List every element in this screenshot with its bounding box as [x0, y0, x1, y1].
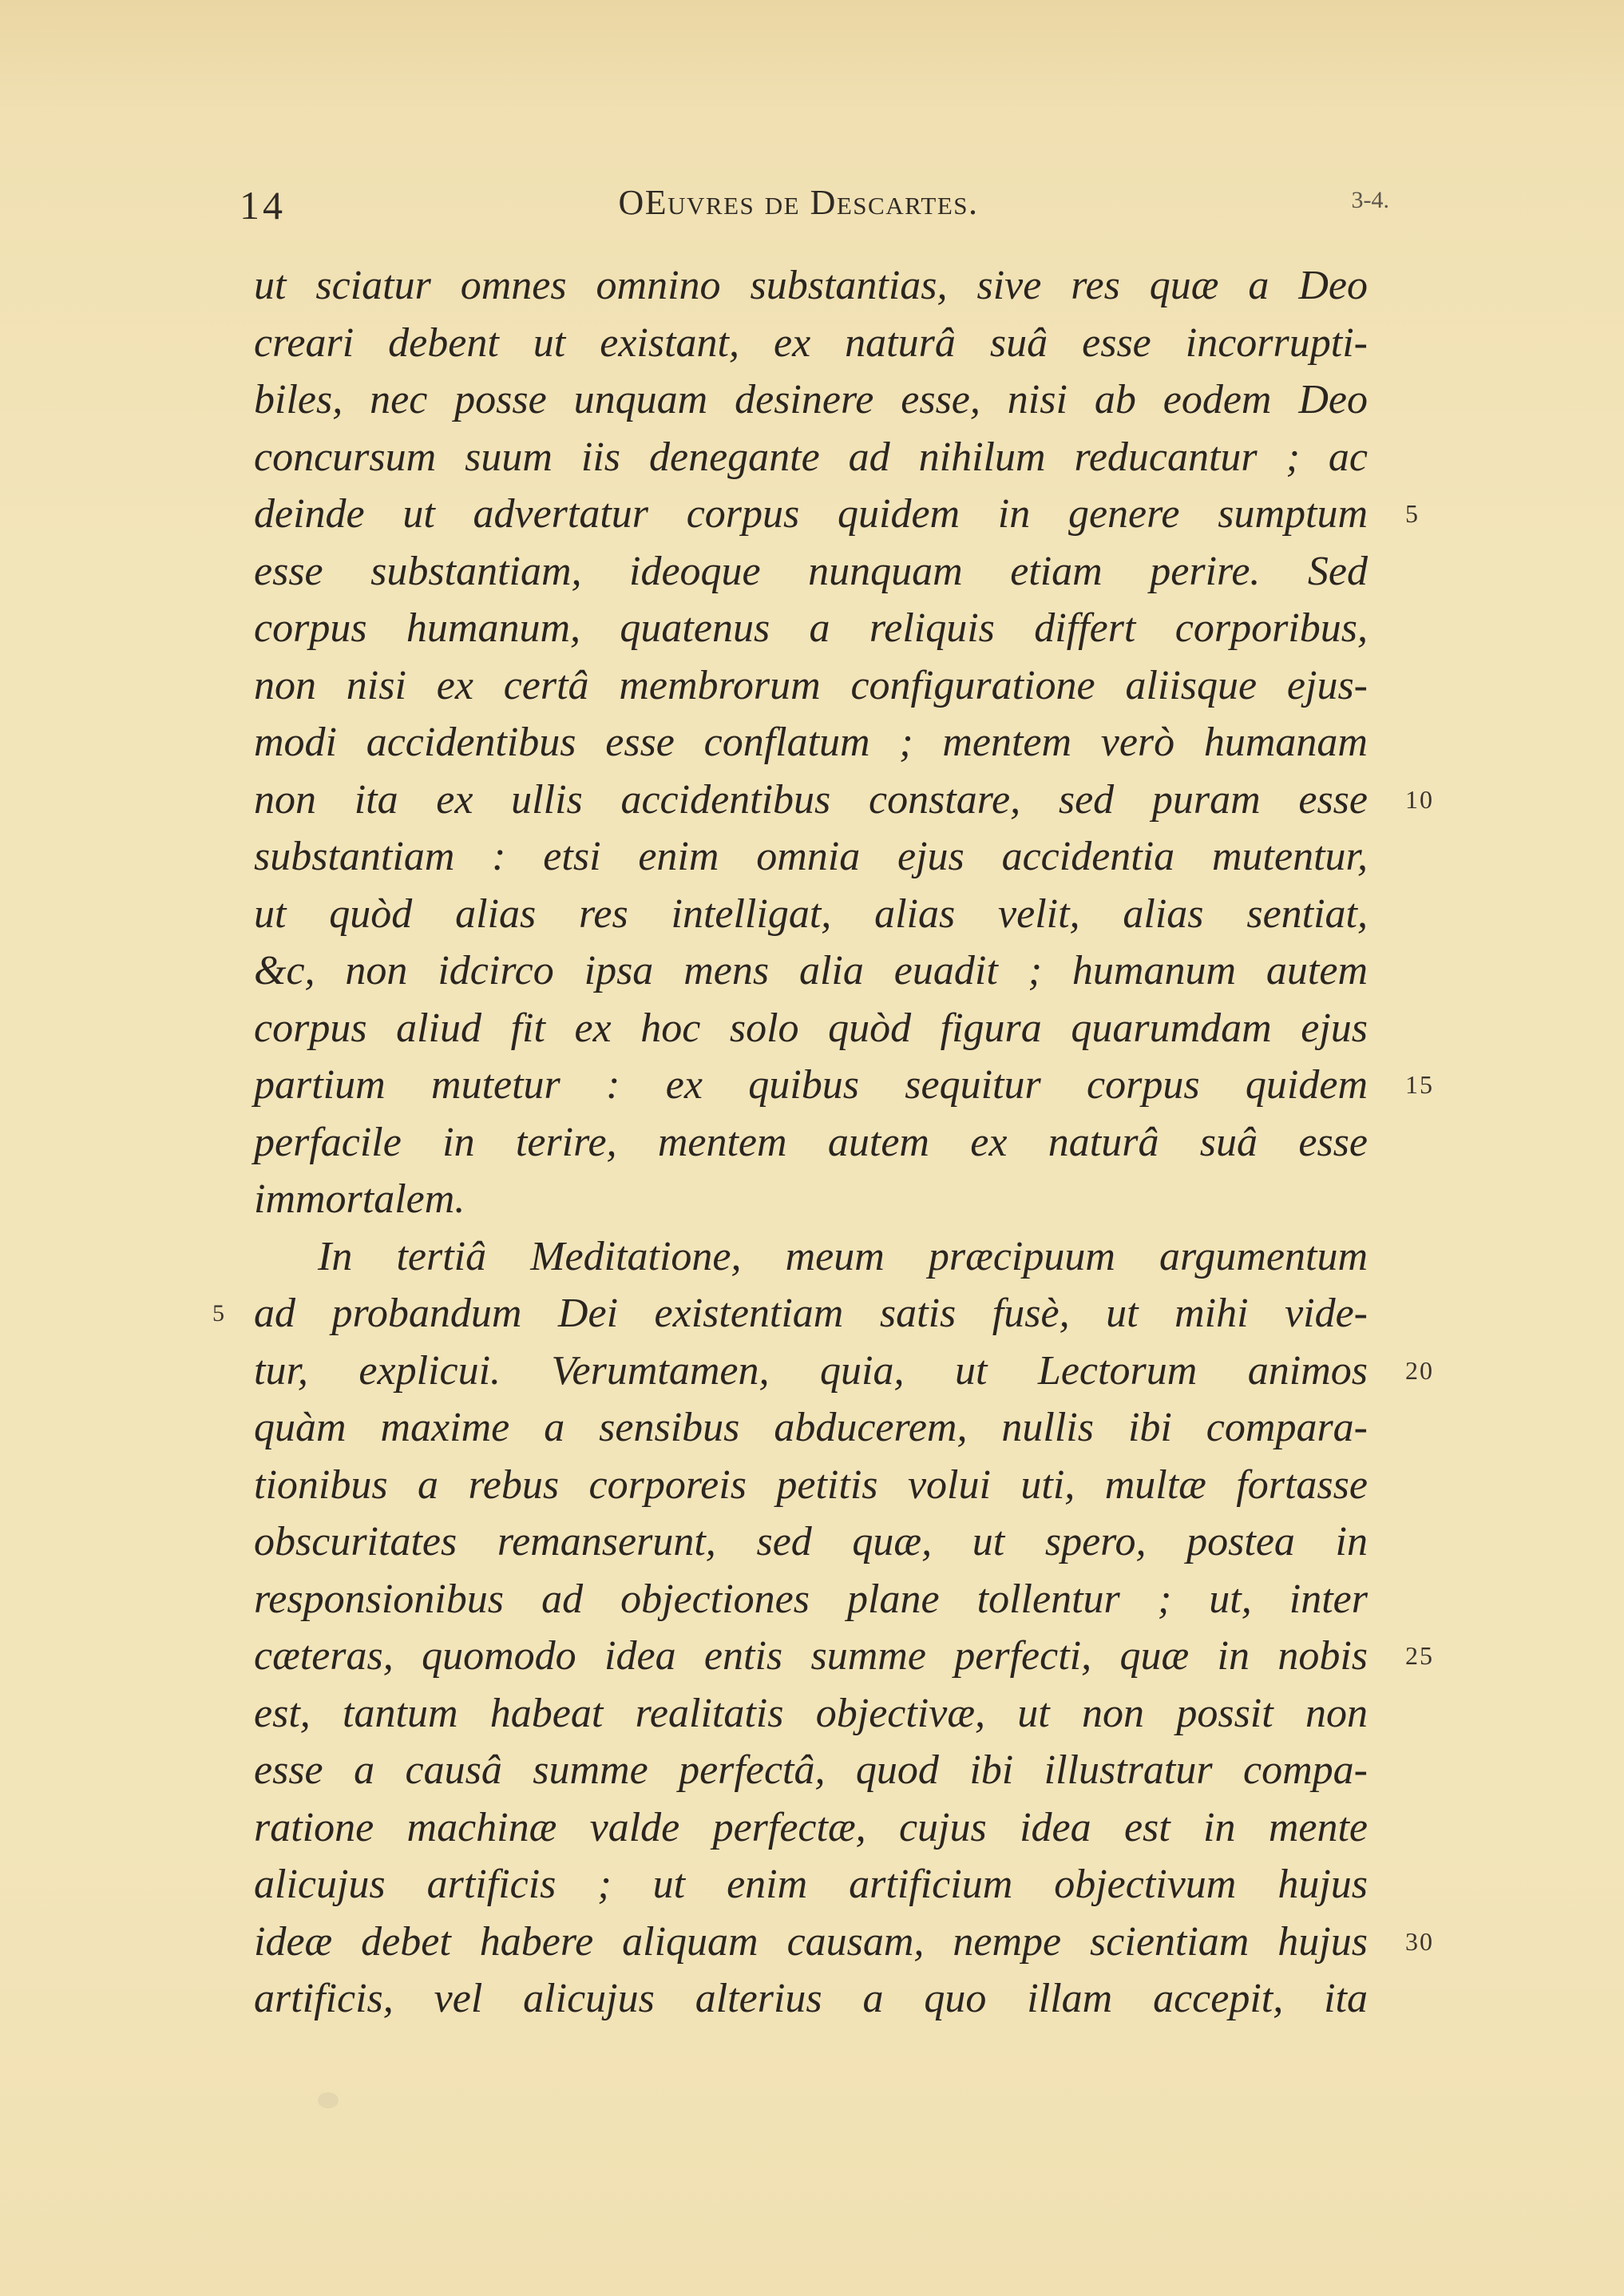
text-line-content: non ita ex ullis accidentibus constare, sed puram esse: [254, 776, 1368, 823]
text-line: [254, 828, 1368, 886]
text-line: [254, 942, 1368, 1000]
text-line: [254, 1970, 1368, 2028]
text-line-content: cæteras, quomodo idea entis summe perfecti, quæ in nobis: [254, 1633, 1368, 1679]
text-line-content: &c, non idcirco ipsa mens alia euadit ; humanum autem: [254, 948, 1368, 993]
text-line-content: modi accidentibus esse conflatum ; mentem verò humanam: [254, 720, 1368, 765]
text-line: [254, 1457, 1368, 1514]
text-line: [254, 486, 1420, 543]
line-number-right: 30: [1405, 1926, 1434, 1956]
text-line: [254, 257, 1368, 315]
text-line-content: esse a causâ summe perfectâ, quod ibi illustratur compa-: [254, 1747, 1368, 1793]
text-line: [254, 1628, 1434, 1685]
line-number-right: 25: [1405, 1641, 1434, 1670]
text-line-content: ad probandum Dei existentiam satis fusè, ut mihi vide-: [254, 1291, 1368, 1336]
page-number: 14: [240, 183, 286, 228]
text-line: [254, 1856, 1368, 1913]
text-line: [254, 1000, 1368, 1057]
text-line: [254, 886, 1368, 943]
text-line: [254, 1513, 1368, 1571]
running-title: OEuvres de Descartes.: [618, 183, 979, 222]
text-line-content: partium mutetur : ex quibus sequitur corpus quidem: [254, 1062, 1368, 1108]
text-line-content: tur, explicui. Verumtamen, quia, ut Lectorum animos: [254, 1347, 1368, 1394]
text-line-content: In tertiâ Meditatione, meum præcipuum argumentum: [318, 1233, 1368, 1279]
paper-smudge: [318, 2092, 339, 2108]
text-line: [254, 1742, 1368, 1799]
text-line: [212, 1285, 1368, 1342]
text-line-content: ut quòd alias res intelligat, alias velit, alias sentiat,: [254, 890, 1368, 937]
text-line: [254, 1228, 1368, 1286]
text-line-content: quàm maxime a sensibus abducerem, nullis ibi compara-: [254, 1405, 1368, 1450]
line-number-right: 10: [1405, 784, 1434, 814]
text-line: [254, 1571, 1368, 1628]
text-line-content: obscuritates remanserunt, sed quæ, ut spero, postea in: [254, 1519, 1368, 1564]
text-line-content: ideæ debet habere aliquam causam, nempe scientiam hujus: [254, 1918, 1368, 1965]
text-line-content: concursum suum iis denegante ad nihilum reducantur ; ac: [254, 434, 1368, 480]
body-text: [212, 257, 1434, 2028]
text-line-content: biles, nec posse unquam desinere esse, nisi ab eodem Deo: [254, 377, 1368, 422]
running-reference: 3-4.: [1351, 187, 1389, 213]
text-line: [254, 1114, 1368, 1172]
line-number-right: 15: [1405, 1070, 1434, 1099]
text-line: [254, 371, 1368, 429]
text-line-content: ratione machinæ valde perfectæ, cujus idea est in mente: [254, 1804, 1368, 1850]
text-line-content: deinde ut advertatur corpus quidem in genere sumptum: [254, 491, 1368, 537]
text-line: [254, 771, 1434, 829]
page-header: [240, 182, 1389, 238]
text-line-content: alicujus artificis ; ut enim artificium objectivum hujus: [254, 1862, 1368, 1907]
text-line-content: artificis, vel alicujus alterius a quo illam accepit, ita: [254, 1976, 1368, 2021]
text-line: [254, 315, 1368, 372]
text-line-content: est, tantum habeat realitatis objectivæ, ut non possit non: [254, 1690, 1368, 1736]
text-line: [254, 1799, 1368, 1857]
text-line: [254, 1171, 1368, 1228]
text-line-content: immortalem.: [254, 1176, 465, 1222]
text-line-content: ut sciatur omnes omnino substantias, sive res quæ a Deo: [254, 263, 1368, 308]
line-number-right: 20: [1405, 1355, 1434, 1385]
line-number-left: 5: [212, 1300, 224, 1326]
text-line-content: corpus humanum, quatenus a reliquis differt corporibus,: [254, 605, 1368, 651]
text-line-content: tionibus a rebus corporeis petitis volui uti, multæ fortasse: [254, 1461, 1368, 1508]
text-line: [254, 1913, 1434, 1971]
line-number-right: 5: [1405, 499, 1420, 528]
text-line: [254, 429, 1368, 486]
text-line: [254, 1399, 1368, 1457]
text-line-content: responsionibus ad objectiones plane tollentur ; ut, inter: [254, 1576, 1368, 1622]
text-line-content: non nisi ex certâ membrorum configuratione aliisque ejus-: [254, 662, 1368, 708]
text-line-content: creari debent ut existant, ex naturâ suâ esse incorrupti-: [254, 319, 1368, 366]
text-line: [254, 1685, 1368, 1743]
text-line: [254, 657, 1368, 715]
text-line-content: corpus aliud fit ex hoc solo quòd figura quarumdam ejus: [254, 1005, 1368, 1051]
text-line: [254, 714, 1368, 771]
text-line: [254, 543, 1368, 601]
text-line-content: substantiam : etsi enim omnia ejus accidentia mutentur,: [254, 834, 1368, 879]
text-line: [254, 1057, 1434, 1114]
text-line-content: esse substantiam, ideoque nunquam etiam perire. Sed: [254, 548, 1368, 594]
text-line: [254, 1342, 1434, 1400]
text-line-content: perfacile in terire, mentem autem ex naturâ suâ esse: [254, 1119, 1368, 1165]
text-line: [254, 600, 1368, 657]
